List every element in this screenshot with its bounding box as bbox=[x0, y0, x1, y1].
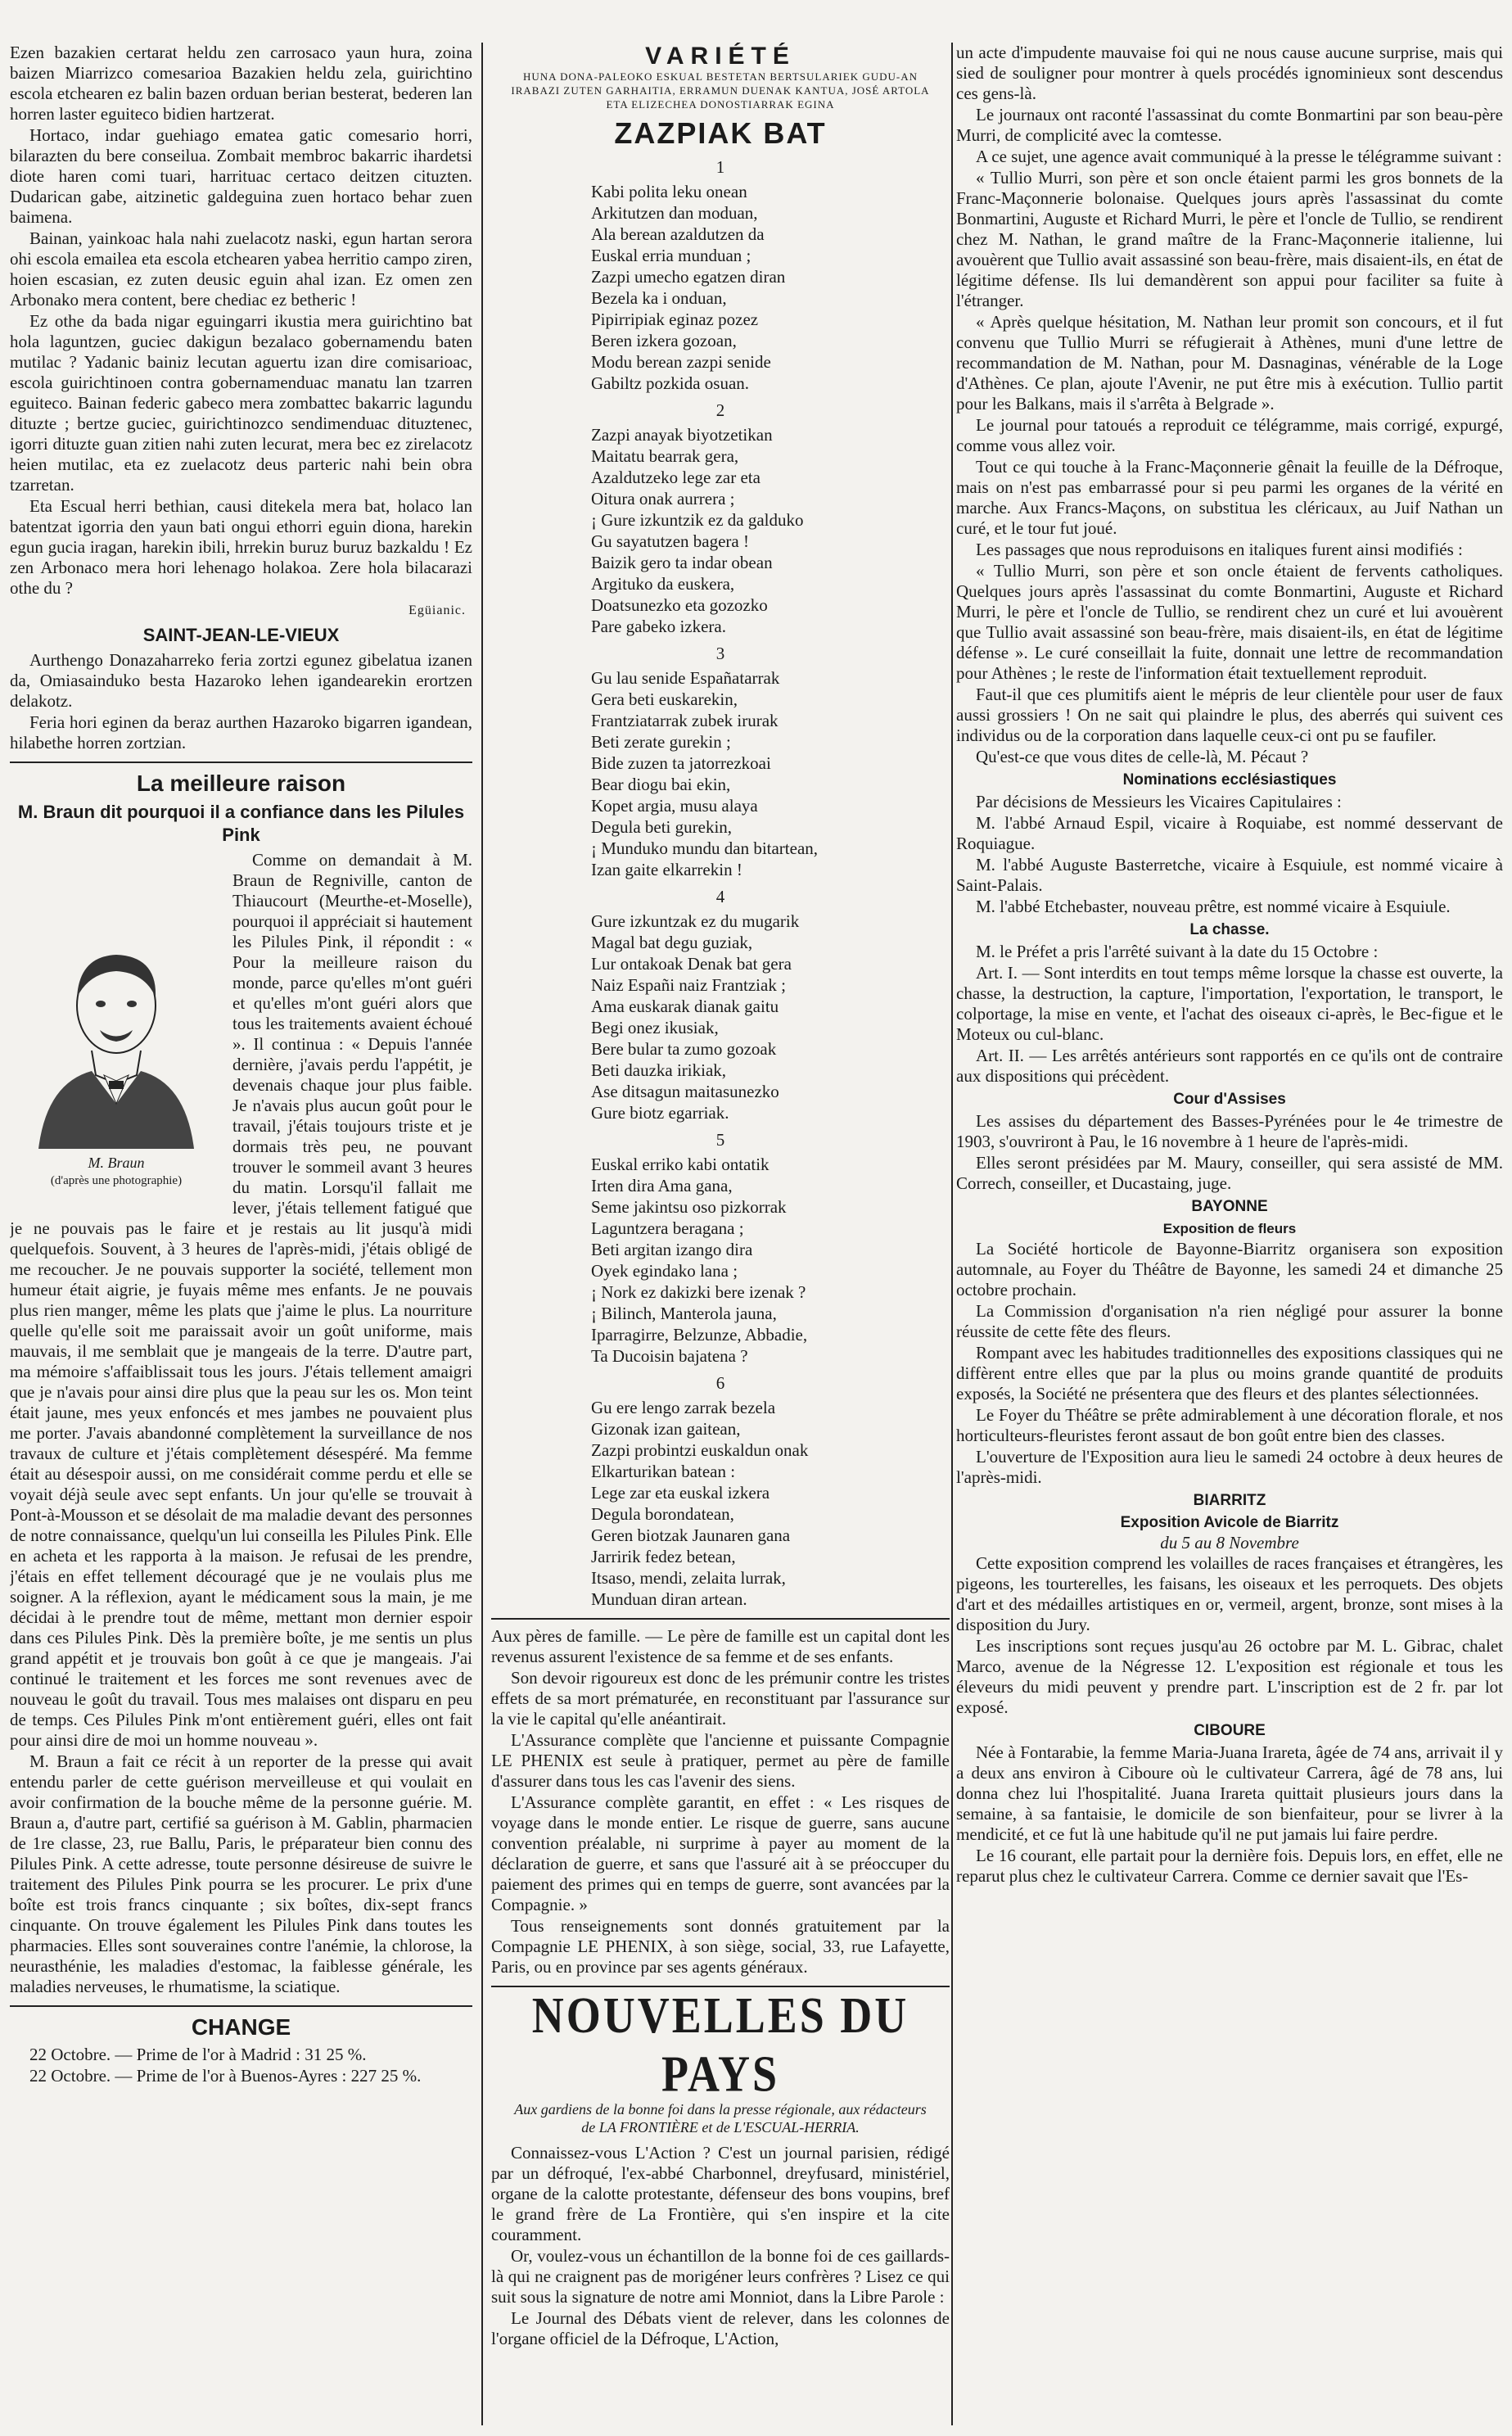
poem-line: ¡ Munduko mundu dan bitartean, bbox=[591, 838, 819, 858]
poem-line: Doatsunezko eta gozozko bbox=[591, 595, 768, 615]
poem-line: Beti zerate gurekin ; bbox=[591, 732, 731, 752]
signature: Egüianic. bbox=[408, 603, 466, 617]
avicole-dates: du 5 au 8 Novembre bbox=[1160, 1533, 1299, 1552]
poem-line: Zazpi umecho egatzen diran bbox=[591, 267, 786, 287]
poem-line: Bezela ka i onduan, bbox=[591, 288, 727, 308]
portrait-illustration bbox=[22, 940, 210, 1153]
poem-line: Izan gaite elkarrekin ! bbox=[591, 860, 742, 879]
poem-line: Degula beti gurekin, bbox=[591, 817, 733, 837]
ad-subtitle: M. Braun dit pourquoi il a confiance dans les Pilules Pink bbox=[17, 802, 465, 845]
poem-line: Iparragirre, Belzunze, Abbadie, bbox=[591, 1325, 808, 1345]
poem-line: Bide zuzen ta jatorrezkoai bbox=[591, 753, 771, 773]
poem-line: Seme jakintsu oso pizkorrak bbox=[591, 1197, 787, 1217]
poem-line: Pare gabeko izkera. bbox=[591, 617, 726, 636]
nominations-paragraph: M. l'abbé Auguste Basterretche, vicaire à Esquiule, est nommé vicaire à Saint-Palais. bbox=[956, 855, 1503, 895]
fleurs-paragraph: La Commission d'organisation n'a rien négligé pour assurer la bonne réussite de cette fête des fleurs. bbox=[956, 1301, 1503, 1341]
article-paragraph: Les passages que nous reproduisons en italiques furent ainsi modifiés : bbox=[976, 540, 1463, 559]
nominations-heading: Nominations ecclésiastiques bbox=[1122, 771, 1337, 789]
poem-line: Geren biotzak Jaunaren gana bbox=[591, 1525, 791, 1545]
ciboure-paragraph: Née à Fontarabie, la femme Maria-Juana Irareta, âgée de 74 ans, arrivait il y a deux ans environ à Ciboure où le cultivateur Carrera, âgé de 78 ans, lui donna chez lui l'hospitalité. Juana Irareta quittait plusieurs jours dans la semaine, à sa fantaisie, le domicile de son bienfaiteur, pour se livrer à la mendicité, et ce fut là une habitude qu'il ne put jamais lui faire perdre. bbox=[956, 1742, 1503, 1844]
poem-line: Bear diogu bai ekin, bbox=[591, 775, 731, 794]
poem-line: Euskal erriko kabi ontatik bbox=[591, 1155, 770, 1174]
poem-line: Gure biotz egarriak. bbox=[591, 1103, 729, 1123]
ciboure-paragraph: Le 16 courant, elle partait pour la dernière fois. Depuis lors, en effet, elle ne reparut plus chez le cultivateur Carrera. Comme ce dernier savait que l'Es- bbox=[956, 1846, 1503, 1886]
poem-line: ¡ Gure izkuntzik ez da galduko bbox=[591, 510, 804, 530]
poem-line: Jarririk fedez betean, bbox=[591, 1547, 736, 1566]
change-heading: CHANGE bbox=[191, 2014, 291, 2040]
fleurs-paragraph: L'ouverture de l'Exposition aura lieu le samedi 24 octobre à deux heures de l'après-midi. bbox=[956, 1447, 1503, 1487]
avicole-heading: Exposition Avicole de Biarritz bbox=[1120, 1514, 1339, 1531]
nouvelles-paragraph: Connaissez-vous L'Action ? C'est un journal parisien, rédigé par un défroqué, l'ex-abbé Charbonnel, dreyfusard, ministériel, organe de la calotte protestante, défenseur des bons voupins, bref le grand frère de La Frontière, qui s'en inspire et la cite couramment. bbox=[491, 2143, 950, 2244]
stanza-number: 6 bbox=[715, 1373, 725, 1393]
poem-line: Euskal erria munduan ; bbox=[591, 246, 751, 265]
section-divider bbox=[491, 1618, 950, 1620]
article-paragraph: « Tullio Murri, son père et son oncle étaient parmi les gros bonnets de la Franc-Maçonnerie bolonaise. Quelques jours après l'assassinat du comte Bonmartini, Auguste et Richard Murri, le père et l'oncle de Tullio, se rendirent chez M. Nathan, le grand maître de la Franc-Maçonnerie italienne, lui avouèrent que Tullio avait assassiné son beau-frère, mais disaient-ils, en état de légitime défense. Ils lui demandèrent son appui pour faciliter sa fuite à l'étranger. bbox=[956, 168, 1503, 310]
poem-line: Gu sayatutzen bagera ! bbox=[591, 531, 749, 551]
poem-line: Ase ditsagun maitasunezko bbox=[591, 1082, 779, 1101]
chasse-paragraph: Art. I. — Sont interdits en tout temps même lorsque la chasse est ouverte, la chasse, la destruction, la capture, l'importation, l'exportation, le transport, le colportage, la mise en vente, et l'achat des oiseaux ci-après, le Bec-figue et le Moteux ou cul-blanc. bbox=[956, 963, 1503, 1044]
article-paragraph: Tout ce qui touche à la Franc-Maçonnerie gênait la feuille de la Défroque, mais on n'est pas embarrassé pour si peu parmi les organes de la vérité en marche. Aux Francs-Maçons, on substitua les cléricaux, au Juif Nathan un curé, et le tour fut joué. bbox=[956, 457, 1503, 538]
column-right bbox=[956, 43, 1503, 2425]
poem-line: Beti argitan izango dira bbox=[591, 1240, 753, 1259]
assises-heading: Cour d'Assises bbox=[1173, 1091, 1286, 1108]
nouvelles-paragraph: Le Journal des Débats vient de relever, dans les colonnes de l'organe officiel de la Défroque, L'Action, bbox=[491, 2308, 950, 2348]
column-rule-2 bbox=[951, 43, 953, 2425]
article-paragraph: Qu'est-ce que vous dites de celle-là, M. Pécaut ? bbox=[976, 747, 1309, 766]
fleurs-paragraph: La Société horticole de Bayonne-Biarritz organisera son exposition automnale, au Foyer du Théâtre de Bayonne, les samedi 24 et dimanche 25 octobre prochain. bbox=[956, 1239, 1503, 1299]
nouvelles-heading: NOUVELLES DU PAYS bbox=[531, 1986, 909, 2103]
column-middle bbox=[491, 43, 950, 2425]
section-divider bbox=[10, 2005, 472, 2007]
poem-line: Begi onez ikusiak, bbox=[591, 1018, 719, 1037]
poem-line: Gure izkuntzak ez du mugarik bbox=[591, 911, 800, 931]
sjlv-paragraph: Feria hori eginen da beraz aurthen Hazaroko bigarren igandean, hilabethe horren zortzian. bbox=[10, 712, 472, 752]
poem-line: Maitatu bearrak gera, bbox=[591, 446, 739, 466]
poem-line: Degula borondatean, bbox=[591, 1504, 734, 1524]
poem-title: ZAZPIAK BAT bbox=[614, 116, 827, 150]
stanza bbox=[591, 181, 950, 394]
poem-line: Lege zar eta euskal izkera bbox=[591, 1483, 770, 1503]
nouvelles-subheading: Aux gardiens de la bonne foi dans la presse régionale, aux rédacteurs de LA FRONTIÈRE et de L'ESCUAL-HERRIA. bbox=[514, 2101, 927, 2135]
poem-line: Gera beti euskarekin, bbox=[591, 689, 738, 709]
phenix-paragraph: Aux pères de famille. — Le père de famille est un capital dont les revenus assurent l'existence de sa femme et de ses enfants. bbox=[491, 1626, 950, 1666]
phenix-paragraph: L'Assurance complète garantit, en effet : « Les risques de voyage dans le monde entier. Le risque de guerre, sans aucune convention préalable, ni surprime à payer au moment de la déclaration de guerre, et sans que l'assuré ait à se préoccuper du paiement des primes qui en temps de guerre, sont avancées par la Compagnie. » bbox=[491, 1792, 950, 1914]
fleurs-paragraph: Rompant avec les habitudes traditionnelles des expositions classiques qui ne diffèrent entre elles que par la plus ou moins grande quantité de produits exposés, la Société ne présentera que des fleurs et des plantes sélectionnées. bbox=[956, 1343, 1503, 1403]
basque-paragraph: Hortaco, indar guehiago ematea gatic comesario horri, bilarazten du bere conseilua. Zombait membroc bakarric ihardetsi diote haren comi tuari, harrituac certaco deitzen cituzten. Dudarican gabe, aitzinetic galdeguina zuen hortaco behar zuen baimena. bbox=[10, 125, 472, 227]
nominations-paragraph: M. l'abbé Arnaud Espil, vicaire à Roquiabe, est nommé desservant de Roquiague. bbox=[956, 813, 1503, 853]
varietes-heading: VARIÉTÉ bbox=[645, 43, 796, 70]
poem-line: Argituko da euskera, bbox=[591, 574, 735, 594]
poem-line: Zazpi probintzi euskaldun onak bbox=[591, 1440, 809, 1460]
change-line: 22 Octobre. — Prime de l'or à Buenos-Ayres : 227 25 %. bbox=[29, 2066, 422, 2086]
poem-line: Oyek egindako lana ; bbox=[591, 1261, 738, 1281]
nominations-paragraph: M. l'abbé Etchebaster, nouveau prêtre, est nommé vicaire à Esquiule. bbox=[976, 897, 1451, 916]
stanza-number: 1 bbox=[715, 157, 725, 177]
section-heading-saint-jean-le-vieux: SAINT-JEAN-LE-VIEUX bbox=[142, 625, 340, 645]
stanza bbox=[591, 667, 950, 880]
article-paragraph: « Tullio Murri, son père et son oncle étaient de fervents catholiques. Quelques jours après l'assassinat du comte Bonmartini, Auguste et Richard Murri, le père et l'oncle de Tullio, se rendirent chez un curé et lui avouèrent que Tullio avait assassiné son beau-frère, mais disaient-ils, en état de légitime défense ». Le curé conseillait la fuite, donnait une lettre de recommandation pour Athènes ; le reste de l'information était textuellement reproduit. bbox=[956, 561, 1503, 683]
column-left bbox=[10, 43, 472, 2425]
article-paragraph: « Après quelque hésitation, M. Nathan leur promit son concours, et il fut convenu que Tullio Murri se réfugierait à Athènes, muni d'une lettre de recommandation de M. Nathan, pour M. Dasnaginas, vénérable de la Loge d'Athènes. Ce plan, ajoute l'Avenir, ne put être mis à exécution. Tullio partit pour les Balkans, mais il s'arrêta à Belgrade ». bbox=[956, 312, 1503, 414]
stanza bbox=[591, 1397, 950, 1610]
portrait-source: (d'après une photographie) bbox=[50, 1174, 183, 1187]
basque-paragraph: Bainan, yainkoac hala nahi zuelacotz naski, egun hartan serora ohi escola emailea eta escola etchearen yabea herritio campo ziren, hoien escasian, ez zuten deusic eguin ahal izan. Ez omen zen Arbonako mera content, bere chediac ez betheric ! bbox=[10, 228, 472, 310]
ad-title: La meilleure raison bbox=[136, 771, 346, 796]
fleurs-heading: Exposition de fleurs bbox=[1162, 1221, 1297, 1236]
phenix-paragraph: L'Assurance complète que l'ancienne et puissante Compagnie LE PHENIX est seule à pratiquer, permet au père de famille d'assurer dans tous les cas l'avenir des siens. bbox=[491, 1730, 950, 1791]
poem-line: Elkarturikan batean : bbox=[591, 1462, 736, 1481]
fleurs-paragraph: Le Foyer du Théâtre se prête admirablement à une décoration florale, et nos horticulteurs-fleuristes feront assaut de bon goût entre bien des classes. bbox=[956, 1405, 1503, 1445]
sjlv-paragraph: Aurthengo Donazaharreko feria zortzi egunez gibelatua izanen da, Omiasainduko besta Hazaroko lehen igandearekin erortzen delakotz. bbox=[10, 650, 472, 711]
poem-line: Baizik gero ta indar obean bbox=[591, 553, 773, 572]
ad-paragraph: M. Braun a fait ce récit à un reporter de la presse qui avait entendu parler de cette guérison merveilleuse et qui voulait en avoir confirmation de la bouche même de la personne guérie. M. Braun a, d'autre part, certifié sa guérison à M. Gablin, pharmacien de 1re classe, 23, rue Ballu, Paris, le préparateur bien connu des Pilules Pink. A cette adresse, toute personne désireuse de suivre le traitement des Pilules Pink pourra se les procurer. Le prix d'une boîte est trois francs cinquante ; six boîtes, dix-sept francs cinquante. On trouve également les Pilules Pink dans toutes les pharmacies. Elles sont souveraines contre l'anémie, la chlorose, la neurasthénie, les maladies d'estomac, la faiblesse générale, les maladies nerveuses, le rhumatisme, la sciatique. bbox=[10, 1751, 472, 1996]
ciboure-heading: CIBOURE bbox=[1194, 1722, 1266, 1739]
poem-line: Gizonak izan gaitean, bbox=[591, 1419, 741, 1439]
poem-line: Azaldutzeko lege zar eta bbox=[591, 468, 761, 487]
portrait-figure bbox=[10, 940, 223, 1198]
poem-line: Frantziatarrak zubek irurak bbox=[591, 711, 779, 730]
article-paragraph: Le journal pour tatoués a reproduit ce télégramme, mais corrigé, expurgé, comme vous allez voir. bbox=[956, 415, 1503, 455]
poem-line: Gabiltz pozkida osuan. bbox=[591, 373, 750, 393]
avicole-paragraph: Les inscriptions sont reçues jusqu'au 26 octobre par M. L. Gibrac, chalet Marco, avenue de la Négresse 12. L'exposition est régionale et tous les éleveurs du midi peuvent y prendre part. L'inscription est de 2 fr. par lot exposé. bbox=[956, 1636, 1503, 1717]
ad-paragraph: Comme on demandait à M. Braun de Regniville, canton de Thiaucourt (Meurthe-et-Moselle), pourquoi il appréciait si hautement les Pilules Pink, il répondit : « Pour la meilleure raison du monde, parce qu'elles m'ont guéri et qu'elles m'ont guéri alors que tous les traitements avaient échoué ». Il continua : « Depuis l'année dernière, j'avais perdu l'appétit, je devenais chaque jour plus faible. Je n'avais plus aucun goût pour le travail, j'étais toujours triste et je dormais très peu, ne pouvant trouver le sommeil avant 3 heures du matin. Lorsqu'il fallait me lever, j'étais tellement fatigué que je ne pouvais pas le faire et je restais au lit jusqu'à midi quelquefois. Souvent, à 3 heures de l'après-midi, j'étais obligé de me recoucher. Je ne pouvais supporter la société, tellement mon humeur était aigrie, je fuyais même mes enfants. Je ne pouvais plus rien manger, même les plats que j'aime le plus. La nourriture quelle qu'elle soit me paraissait avoir un goût uniforme, mais mauvais, il me semblait que je mangeais de la terre. D'autre part, ma mémoire s'affaiblissait tous les jours. J'étais tellement amaigri que je n'avais pour ainsi dire plus que la peau sur les os. Mon teint était jaune, mes yeux enfoncés et mes jambes ne pouvaient plus me porter. J'avais abandonné complètement la surveillance de nos travaux de culture et j'étais complètement désespéré. Ma femme était au désespoir aussi, on me considérait comme perdu et elle se voyait déjà seule avec sept enfants. Un jour qu'elle se trouvait à Pont-à-Mousson et se désolait de ma maladie devant des personnes de notre connaissance, quelqu'un lui conseilla les Pilules Pink. Elle en acheta et les rapporta à la maison. Je refusai de les prendre, j'étais en effet tellement découragé que je ne voulais plus me soigner. A la réflexion, ayant le médicament sous la main, je me décidai à le prendre tout de même, mettant mon dernier espoir dans ces Pilules Pink. Dès la première boîte, je me sentis un plus grand appétit et je trouvais bon goût à ce que je mangeais. J'ai continué le traitement et les forces me sont revenues avec de nouveau le goût du travail. Tous mes malaises ont disparu en peu de temps. Ces Pilules Pink m'ont entièrement guéri, elles ont fait pour ainsi dire de moi un homme nouveau ». bbox=[10, 850, 472, 1750]
poem-line: Itsaso, mendi, zelaita lurrak, bbox=[591, 1568, 786, 1588]
change-line: 22 Octobre. — Prime de l'or à Madrid : 31 25 %. bbox=[29, 2045, 367, 2064]
stanza bbox=[591, 1154, 950, 1367]
biarritz-heading: BIARRITZ bbox=[1193, 1492, 1266, 1509]
poem-line: ¡ Bilinch, Manterola jauna, bbox=[591, 1304, 777, 1323]
assises-paragraph: Les assises du département des Basses-Pyrénées pour le 4e trimestre de 1903, s'ouvriront à Pau, le 16 novembre à 1 heure de l'après-midi. bbox=[956, 1111, 1503, 1151]
nominations-paragraph: Par décisions de Messieurs les Vicaires Capitulaires : bbox=[976, 792, 1342, 811]
stanza-number: 2 bbox=[715, 400, 725, 420]
chasse-paragraph: Art. II. — Les arrêtés antérieurs sont rapportés en ce qu'ils ont de contraire aux dispositions qui précèdent. bbox=[956, 1046, 1503, 1086]
poem-line: Laguntzera beragana ; bbox=[591, 1218, 744, 1238]
bayonne-heading: BAYONNE bbox=[1191, 1198, 1268, 1215]
article-paragraph: un acte d'impudente mauvaise foi qui ne nous cause aucune surprise, mais qui sied de souligner pour montrer à quels procédés ignominieux sont descendus ces gens-là. bbox=[956, 43, 1503, 103]
poem-line: Beren izkera gozoan, bbox=[591, 331, 737, 350]
article-paragraph: Faut-il que ces plumitifs aient le mépris de leur clientèle pour user de faux aussi grossiers ! On ne sait qui plaindre le plus, des aberrés qui suivent ces individus ou de la corporation dans laquelle ceux-ci ont pu se faufiler. bbox=[956, 685, 1503, 745]
poem-line: Ta Ducoisin bajatena ? bbox=[591, 1346, 748, 1366]
poem-line: Irten dira Ama gana, bbox=[591, 1176, 733, 1195]
avicole-paragraph: Cette exposition comprend les volailles de races françaises et étrangères, les pigeons, les tourterelles, les faisans, les oiseaux et les perroquets. Des objets d'art et des médailles artistiques en or, vermeil, argent, bronze, sont mises à la disposition du Jury. bbox=[956, 1553, 1503, 1634]
poem-line: Beti dauzka irikiak, bbox=[591, 1060, 727, 1080]
basque-paragraph: Ezen bazakien certarat heldu zen carrosaco yaun hura, zoina baizen Miarrizco comesarioa Bazakien heldu zela, guirichtino escola etchearen ez balin bazen orduan berian besterat, bederen lan horren laster eguiteco bidien hartzerat. bbox=[10, 43, 472, 124]
chasse-paragraph: M. le Préfet a pris l'arrêté suivant à la date du 15 Octobre : bbox=[976, 942, 1379, 961]
chasse-heading: La chasse. bbox=[1189, 921, 1270, 938]
phenix-paragraph: Son devoir rigoureux est donc de les prémunir contre les tristes effets de sa mort prématurée, en reconstituant par l'assurance sur la vie le capital qu'elle anéantirait. bbox=[491, 1668, 950, 1729]
poem-line: ¡ Nork ez dakizki bere izenak ? bbox=[591, 1282, 806, 1302]
stanza-number: 4 bbox=[715, 887, 725, 906]
portrait-caption: M. Braun bbox=[88, 1155, 145, 1171]
basque-paragraph: Ez othe da bada nigar eguingarri ikustia mera guirichtino bat hola laguntzen, guciec dakigun bezalaco gobernamendu baten mutilac ? Yadanic bainiz lecutan aguertu izan dire comisarioac, escola guirichtinoen contra gobernamenduac manatu lan tzarren eguiteco. Bainan federic gabeco mera zombattec bakarric lagundu dituzte ; bertze guciec, guirichtinozco sendimenduac dituztenec, igorri dituzte guan zitien nahi zuten lecurat, mera bec ez zirelacotz heien mutilac, eta ez zuelacotz deus parteric nahi bein obra tzarretan. bbox=[10, 311, 472, 495]
article-paragraph: Le journaux ont raconté l'assassinat du comte Bonmartini par son beau-père Murri, de complicité avec la comtesse. bbox=[956, 105, 1503, 145]
poem-line: Gu lau senide Españatarrak bbox=[591, 668, 780, 688]
poem-line: Magal bat degu guziak, bbox=[591, 933, 753, 952]
assises-paragraph: Elles seront présidées par M. Maury, conseiller, qui sera assisté de MM. Correch, conseiller, et Ducastaing, juge. bbox=[956, 1153, 1503, 1193]
poem-line: Ama euskarak dianak gaitu bbox=[591, 997, 779, 1016]
poem-line: Arkitutzen dan moduan, bbox=[591, 203, 758, 223]
stanza-number: 3 bbox=[715, 644, 725, 663]
poem-line: Ala berean azaldutzen da bbox=[591, 224, 765, 244]
poem-line: Zazpi anayak biyotzetikan bbox=[591, 425, 773, 445]
poem-line: Kabi polita leku onean bbox=[591, 182, 747, 201]
stanza-number: 5 bbox=[715, 1130, 725, 1150]
poem-line: Lur ontakoak Denak bat gera bbox=[591, 954, 792, 974]
poem-line: Gu ere lengo zarrak bezela bbox=[591, 1398, 776, 1417]
section-divider bbox=[10, 762, 472, 763]
poem-line: Bere bular ta zumo gozoak bbox=[591, 1039, 777, 1059]
poem-subheader: HUNA DONA-PALEOKO ESKUAL BESTETAN BERTSULARIEK GUDU-AN IRABAZI ZUTEN GARHAITIA, ERRAMUN DUENAK KANTUA, JOSÉ ARTOLA ETA ELIZECHEA DONOSTIARRAK EGINA bbox=[511, 70, 930, 111]
poem-line: Pipirripiak eginaz pozez bbox=[591, 310, 759, 329]
nouvelles-paragraph: Or, voulez-vous un échantillon de la bonne foi de ces gaillards-là qui ne craignent pas de morigéner leurs confrères ? Lisez ce qui suit sous la signature de notre ami Monniot, dans la Libre Parole : bbox=[491, 2246, 950, 2307]
poem-line: Naiz Españi naiz Frantziak ; bbox=[591, 975, 786, 995]
poem-line: Oitura onak aurrera ; bbox=[591, 489, 735, 508]
poem-line: Kopet argia, musu alaya bbox=[591, 796, 758, 816]
basque-paragraph: Eta Escual herri bethian, causi ditekela mera bat, holaco lan batentzat igorria den yaun bati ongui ethorri eguin diona, harekin egun gucia iragan, harekin ibili, hrrekin buruz buruz bazkaldu ! Ez zen Arbonaco mera hori lehenago holakoa. Zere hola bilacarazi othe du ? bbox=[10, 496, 472, 598]
stanza bbox=[591, 911, 950, 1123]
stanza bbox=[591, 424, 950, 637]
poem-line: Munduan diran artean. bbox=[591, 1589, 747, 1609]
phenix-paragraph: Tous renseignements sont donnés gratuitement par la Compagnie LE PHENIX, à son siège, social, 33, rue Lafayette, Paris, ou en province par ses agents généraux. bbox=[491, 1916, 950, 1977]
article-paragraph: A ce sujet, une agence avait communiqué à la presse le télégramme suivant : bbox=[976, 147, 1502, 166]
poem-line: Modu berean zazpi senide bbox=[591, 352, 771, 372]
column-rule-1 bbox=[481, 43, 483, 2425]
